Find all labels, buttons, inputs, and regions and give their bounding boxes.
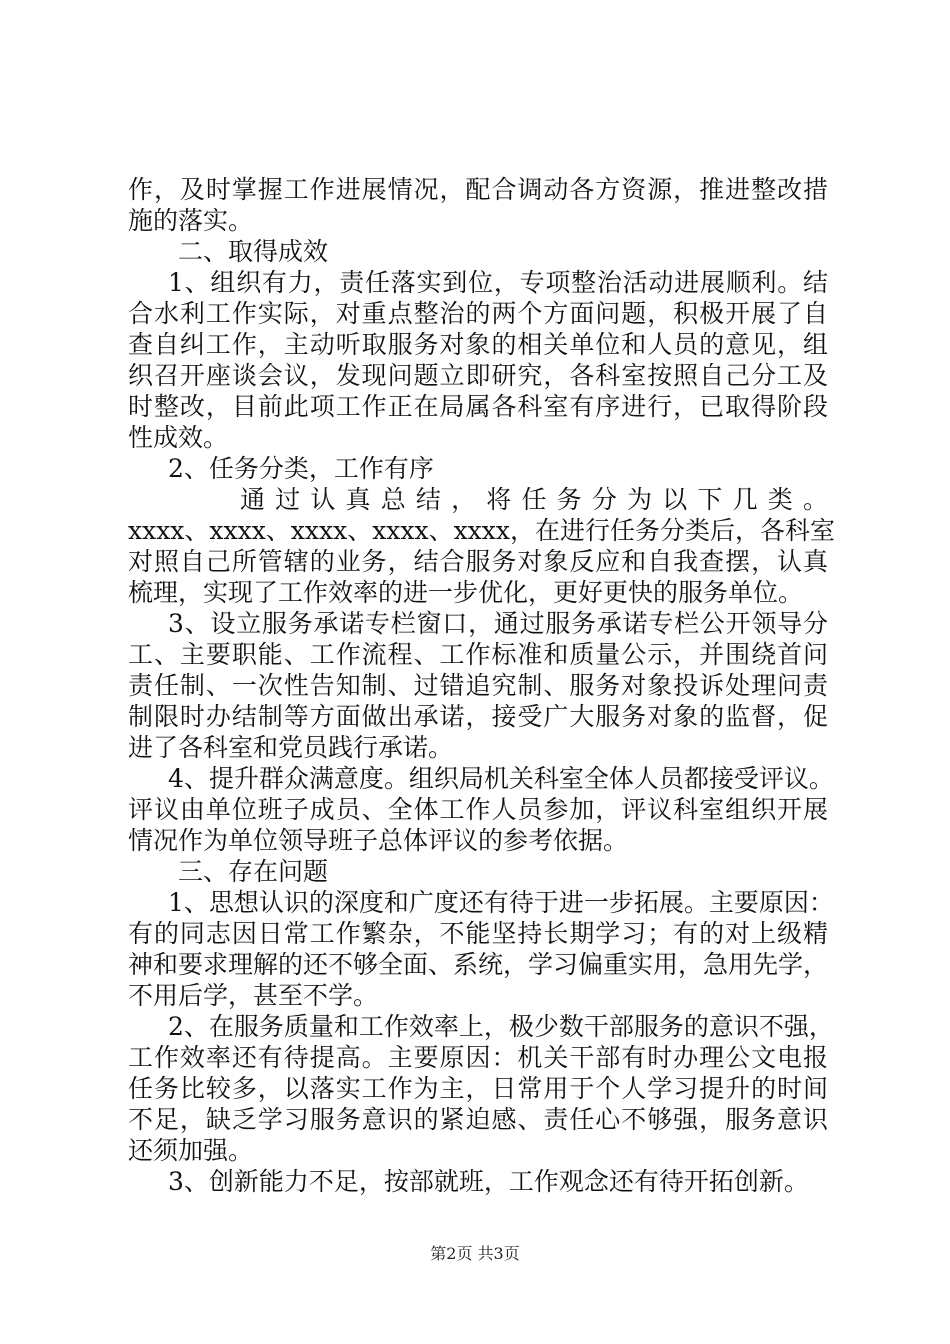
- section-heading: 二、取得成效: [178, 237, 329, 266]
- paragraph-line: 进了各科室和党员践行承诺。: [128, 733, 454, 762]
- paragraph-line: 施的落实。: [128, 206, 254, 235]
- section-heading: 三、存在问题: [178, 857, 329, 886]
- paragraph-line: xxxx、xxxx、xxxx、xxxx、xxxx，在进行任务分类后，各科室: [128, 516, 835, 545]
- paragraph-line: 制限时办结制等方面做出承诺，接受广大服务对象的监督，促: [128, 702, 828, 731]
- paragraph-line: 还须加强。: [128, 1136, 254, 1165]
- paragraph-line: 不足，缺乏学习服务意识的紧迫感、责任心不够强，服务意识: [128, 1105, 828, 1134]
- paragraph-line: 1、组织有力，责任落实到位，专项整治活动进展顺利。结: [168, 268, 828, 297]
- paragraph-line: 3、创新能力不足，按部就班，工作观念还有待开拓创新。: [168, 1167, 809, 1196]
- paragraph-line: 查自纠工作，主动听取服务对象的相关单位和人员的意见，组: [128, 330, 828, 359]
- paragraph-line: 作，及时掌握工作进展情况，配合调动各方资源，推进整改措: [128, 175, 828, 204]
- paragraph-line: 4、提升群众满意度。组织局机关科室全体人员都接受评议。: [168, 764, 834, 793]
- paragraph-line: 不用后学，甚至不学。: [128, 981, 379, 1010]
- paragraph-line: 织召开座谈会议，发现问题立即研究，各科室按照自己分工及: [128, 361, 828, 390]
- subsection-heading: 2、任务分类，工作有序: [168, 454, 434, 483]
- paragraph-line: 3、设立服务承诺专栏窗口，通过服务承诺专栏公开领导分: [168, 609, 828, 638]
- paragraph-line: 梳理，实现了工作效率的进一步优化，更好更快的服务单位。: [128, 578, 804, 607]
- paragraph-line: 情况作为单位领导班子总体评议的参考依据。: [128, 826, 629, 855]
- paragraph-line: 工作效率还有待提高。主要原因：机关干部有时办理公文电报: [128, 1043, 828, 1072]
- document-body: [128, 174, 835, 1197]
- page-indicator: 第2页 共3页: [430, 1244, 520, 1263]
- paragraph-line: 神和要求理解的还不够全面、系统，学习偏重实用，急用先学，: [128, 950, 829, 979]
- paragraph-line: 合水利工作实际，对重点整治的两个方面问题，积极开展了自: [128, 299, 828, 328]
- paragraph-line: 对照自己所管辖的业务，结合服务对象反应和自我查摆，认真: [128, 547, 828, 576]
- paragraph-line: 时整改，目前此项工作正在局属各科室有序进行，已取得阶段: [128, 392, 828, 421]
- paragraph-line: 责任制、一次性告知制、过错追究制、服务对象投诉处理问责: [128, 671, 828, 700]
- paragraph-line: 2、在服务质量和工作效率上，极少数干部服务的意识不强，: [168, 1012, 834, 1041]
- paragraph-line: 性成效。: [128, 423, 229, 452]
- paragraph-line: 通过认真总结，将任务分为以下几类。: [240, 485, 828, 514]
- paragraph-line: 任务比较多，以落实工作为主，日常用于个人学习提升的时间: [128, 1074, 828, 1103]
- paragraph-line: 工、主要职能、工作流程、工作标准和质量公示，并围绕首问: [128, 640, 828, 669]
- paragraph-line: 1、思想认识的深度和广度还有待于进一步拓展。主要原因：: [168, 888, 834, 917]
- paragraph-line: 评议由单位班子成员、全体工作人员参加，评议科室组织开展: [128, 795, 828, 824]
- paragraph-line: 有的同志因日常工作繁杂，不能坚持长期学习；有的对上级精: [128, 919, 828, 948]
